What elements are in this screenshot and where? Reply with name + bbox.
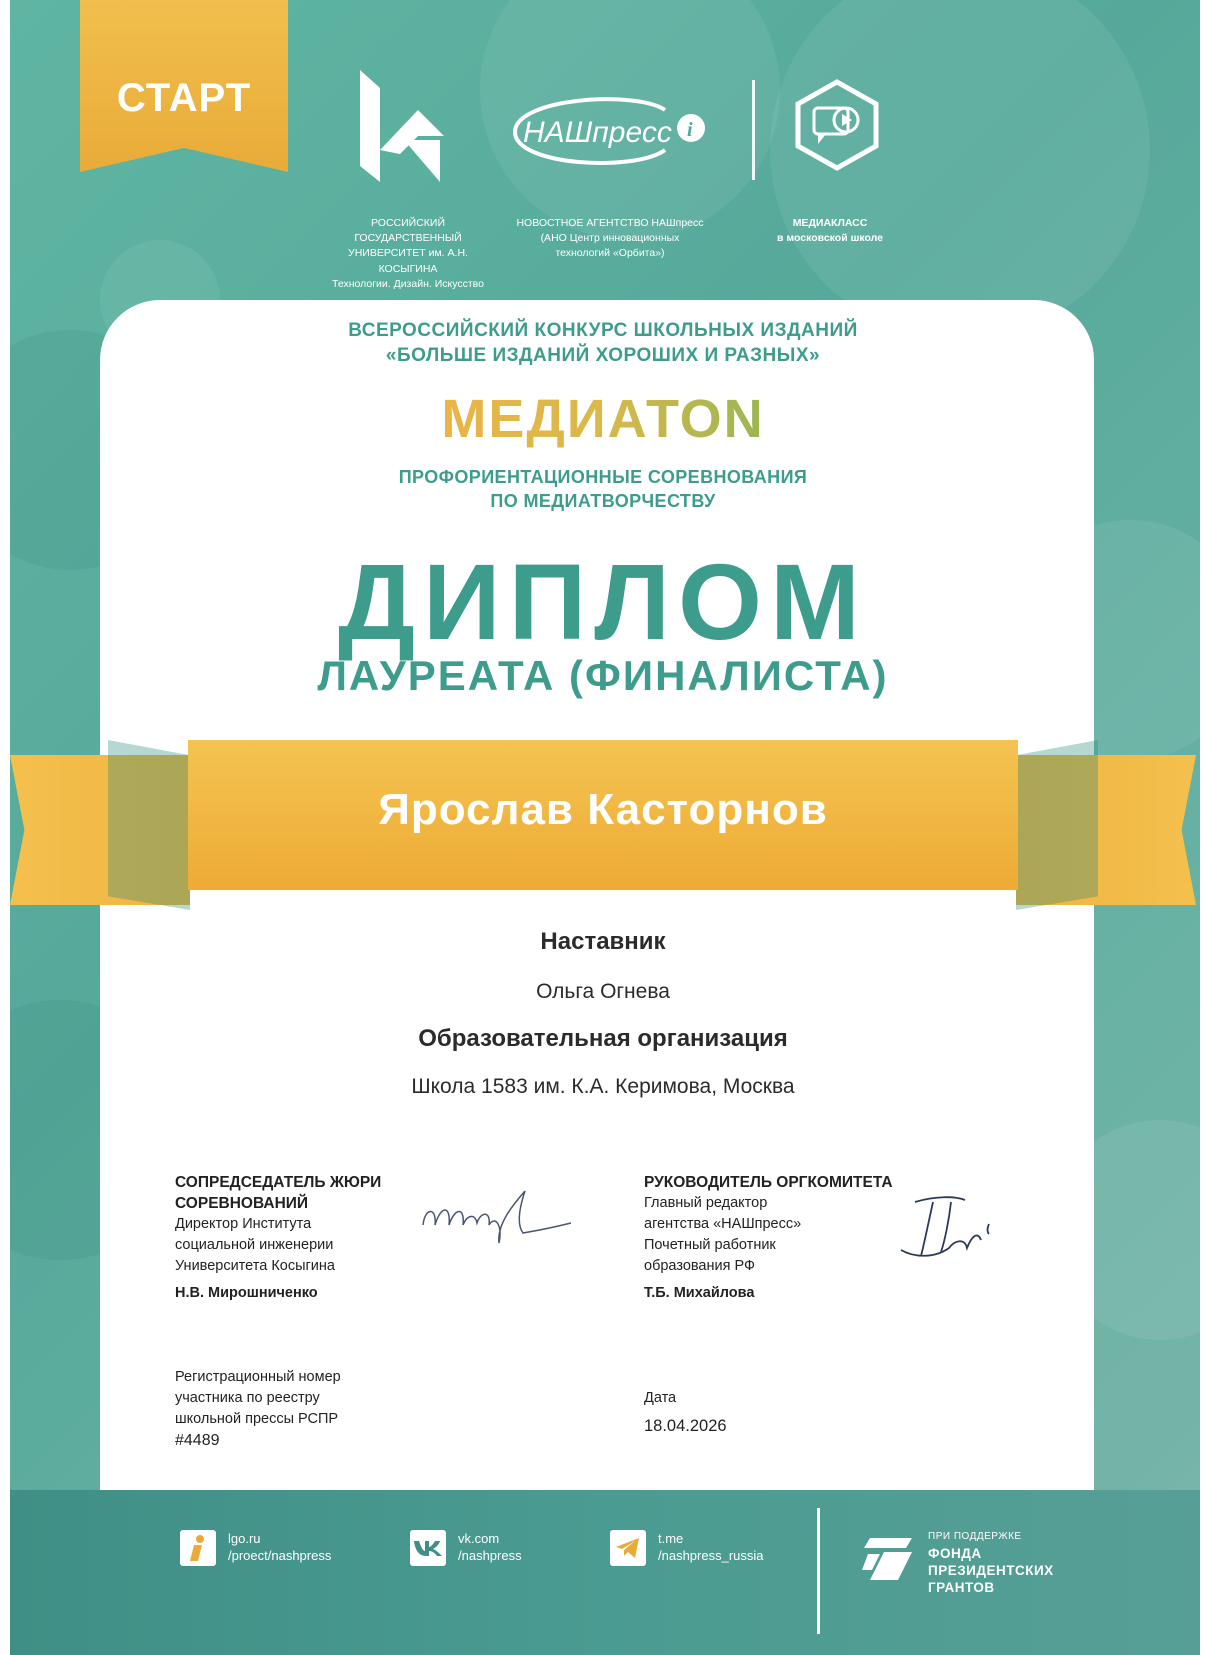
kosygin-university-logo	[360, 70, 460, 182]
grant-support-text: ПРИ ПОДДЕРЖКЕ ФОНДА ПРЕЗИДЕНТСКИХ ГРАНТОВ	[928, 1531, 1054, 1595]
nashpress-icon[interactable]	[180, 1530, 216, 1566]
signature-right	[895, 1190, 1015, 1270]
footer-divider	[817, 1508, 820, 1634]
ribbon-shadow-left	[108, 740, 190, 910]
header-divider	[752, 80, 755, 180]
signatory-left: СОПРЕДСЕДАТЕЛЬ ЖЮРИ СОРЕВНОВАНИЙ Директор Института социальной инженерии Университета Косыгина Н.В. Мирошниченко	[175, 1174, 382, 1301]
mediaton-logo	[0, 388, 1206, 458]
org-caption-nashpress: НОВОСТНОЕ АГЕНТСТВО НАШпресс (АНО Центр инновационных технологий «Орбита»)	[516, 217, 704, 260]
org-caption-kosygin: РОССИЙСКИЙ ГОСУДАРСТВЕННЫЙ УНИВЕРСИТЕТ им. А.Н. КОСЫГИНА Технологии. Дизайн. Искусство	[332, 217, 484, 290]
org-caption-mediaclass: МЕДИАКЛАСС в московской школе	[777, 217, 883, 245]
organization-label: Образовательная организация	[418, 1025, 788, 1052]
vk-icon[interactable]	[410, 1530, 446, 1566]
contest-title: ВСЕРОССИЙСКИЙ КОНКУРС ШКОЛЬНЫХ ИЗДАНИЙ «БОЛЬШЕ ИЗДАНИЙ ХОРОШИХ И РАЗНЫХ»	[348, 320, 858, 366]
presidential-grants-logo	[862, 1530, 918, 1586]
footer-link-vk[interactable]: vk.com /nashpress	[458, 1531, 522, 1563]
mentor-label: Наставник	[540, 928, 666, 955]
svg-text:i: i	[687, 119, 693, 141]
nashpress-logo-text: НАШпресс	[523, 116, 672, 149]
nashpress-logo	[495, 80, 725, 176]
date-block	[644, 1388, 727, 1437]
footer-link-nashpress[interactable]: lgo.ru /proect/nashpress	[228, 1531, 332, 1563]
signatory-right: РУКОВОДИТЕЛЬ ОРГКОМИТЕТА Главный редактор агентства «НАШпресс» Почетный работник образования РФ Т.Б. Михайлова	[644, 1174, 893, 1301]
recipient-name: Ярослав Касторнов	[378, 785, 828, 834]
registration-number: #4489	[175, 1432, 220, 1449]
contest-subtitle: ПРОФОРИЕНТАЦИОННЫЕ СОРЕВНОВАНИЯ ПО МЕДИАТВОРЧЕСТВУ	[398, 467, 808, 511]
date-label: Дата	[644, 1390, 677, 1406]
organization-name: Школа 1583 им. К.А. Керимова, Москва	[411, 1075, 795, 1098]
diploma-heading: ДИПЛОМ	[338, 541, 868, 662]
diploma-kind: ЛАУРЕАТА (ФИНАЛИСТА)	[317, 652, 889, 699]
registration-block: Регистрационный номер участника по реестру школьной прессы РСПР #4489	[175, 1369, 341, 1449]
footer-link-telegram[interactable]: t.me /nashpress_russia	[658, 1531, 764, 1563]
signature-left	[415, 1185, 575, 1255]
ribbon-shadow-right	[1016, 740, 1098, 910]
mentor-name: Ольга Огнева	[536, 980, 670, 1003]
start-ribbon-label: СТАРТ	[116, 76, 252, 120]
mediaton-logo-text: МЕДИАТОN	[441, 389, 765, 449]
telegram-icon[interactable]	[610, 1530, 646, 1566]
mediaclass-logo	[790, 78, 884, 172]
date-value: 18.04.2026	[644, 1417, 727, 1435]
